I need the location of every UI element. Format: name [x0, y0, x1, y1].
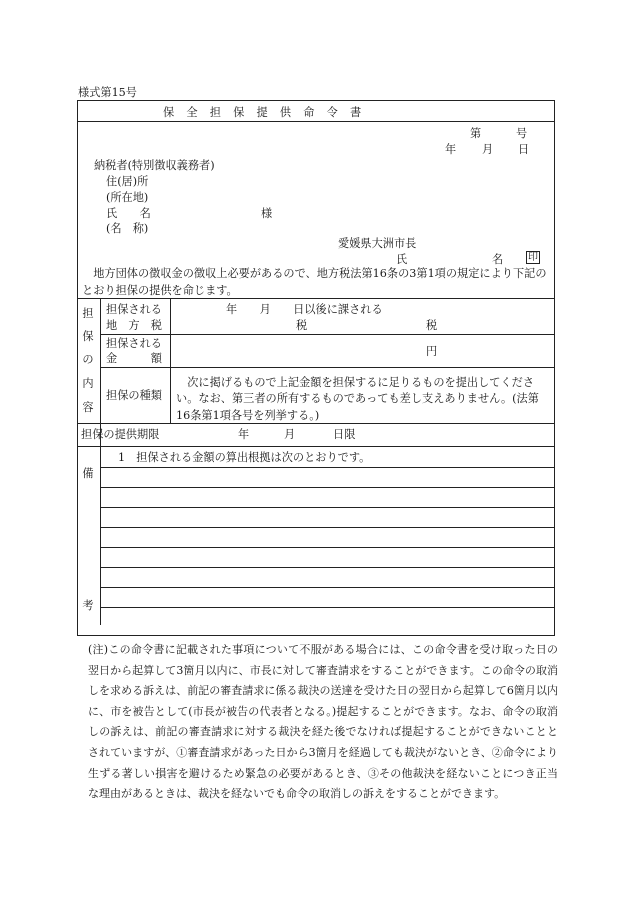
recipient-name-label: 氏 名 — [106, 207, 151, 220]
remarks-rule — [100, 487, 555, 488]
title-divider — [77, 121, 555, 122]
row2-label-line1: 担保される — [106, 337, 162, 350]
deadline-month: 月 — [284, 428, 296, 441]
row3-label: 担保の種類 — [106, 389, 162, 402]
remarks-rule — [100, 607, 555, 608]
row1-tax-2: 税 — [426, 319, 438, 332]
row1-divider — [100, 334, 555, 335]
recipient-corp-name: (名 称) — [106, 222, 149, 235]
date-day: 日 — [518, 143, 530, 156]
appeal-notice: (注)この命令書に記載された事項について不服がある場合には、この命令書を受け取った日の翌日から起算して3箇月以内に、市長に対して審査請求をすることができます。この命令の取消しを求める訴えは、前記の審査請求に係る裁決の送達を受けた日の翌日から起算して6箇月以内に、市を被告として(市長が被告の代表者となる。)提起することができます。なお、命令の取消しの訴えは、前記の審査請求に対する裁決を経た後でなければ提起することができないこととされていますが、①審査請求があった日から3箇月を経過しても裁決がないとき、②命令により生ずる著しい損害を避けるため緊急の必要があるとき、③その他裁決を経ないことにつき正当な理由があるときは、裁決を経ないでも命令の取消しの訴えをすることができます。 — [88, 643, 558, 801]
deadline-bottom-line — [77, 446, 555, 447]
side-label-char: 保 — [82, 330, 94, 343]
side-label-divider — [100, 298, 101, 625]
doc-number-dai: 第 — [470, 127, 482, 140]
recipient-address: 住(居)所 — [106, 175, 149, 188]
row2-yen: 円 — [426, 345, 438, 358]
row1-tax-1: 税 — [296, 319, 308, 332]
form-frame — [77, 100, 555, 636]
recipient-honorific: 様 — [261, 207, 273, 220]
order-body-text: 地方団体の徴収金の徴収上必要があるので、地方税法第16条の3第1項の規定により下記のとおり担保の提供を命じます。 — [82, 267, 547, 297]
deadline-year: 年 — [238, 428, 250, 441]
side-label-char: の — [82, 353, 94, 366]
remarks-rule — [100, 547, 555, 548]
form-number: 様式第15号 — [78, 86, 137, 99]
label-col-divider — [170, 298, 171, 423]
side-label-char: 担 — [82, 307, 94, 320]
recipient-location: (所在地) — [106, 191, 149, 204]
remarks-rule — [100, 587, 555, 588]
doc-number-gou: 号 — [516, 127, 528, 140]
date-month: 月 — [482, 143, 494, 156]
row2-label-line2: 金 額 — [106, 352, 162, 365]
row1-label-line2: 地 方 税 — [106, 319, 162, 332]
remarks-line-1: 1 担保される金額の算出根拠は次のとおりです。 — [118, 451, 371, 464]
remarks-rule — [100, 527, 555, 528]
seal-stamp: 印 — [528, 252, 538, 263]
issuer-mei: 名 — [492, 253, 504, 266]
side-label-char: 内 — [82, 377, 94, 390]
recipient-heading: 納税者(特別徴収義務者) — [94, 159, 215, 172]
deadline-label: 担保の提供期限 — [81, 428, 160, 441]
row1-date-text: 年 月 日以後に課される — [226, 303, 383, 316]
remarks-rule — [100, 467, 555, 468]
date-year: 年 — [445, 143, 457, 156]
document-title: 保 全 担 保 提 供 命 令 書 — [163, 106, 362, 119]
deadline-day: 日限 — [333, 428, 356, 441]
remarks-rule — [100, 567, 555, 568]
issuer-office: 愛媛県大洲市長 — [338, 237, 417, 250]
side-label-char: 容 — [82, 401, 94, 414]
row1-label-line1: 担保される — [106, 303, 162, 316]
remarks-rule — [100, 507, 555, 508]
remarks-label-bottom: 考 — [82, 599, 94, 612]
table-top-line — [77, 298, 555, 299]
row3-security-type-text: 次に掲げるもので上記金額を担保するに足りるものを提出してください。なお、第三者の所有するものであっても差し支えありません。(法第16条第1項各号を列挙する。) — [176, 376, 539, 422]
row2-divider — [100, 367, 555, 368]
issuer-shi: 氏 — [396, 253, 408, 266]
remarks-label-top: 備 — [82, 467, 94, 480]
